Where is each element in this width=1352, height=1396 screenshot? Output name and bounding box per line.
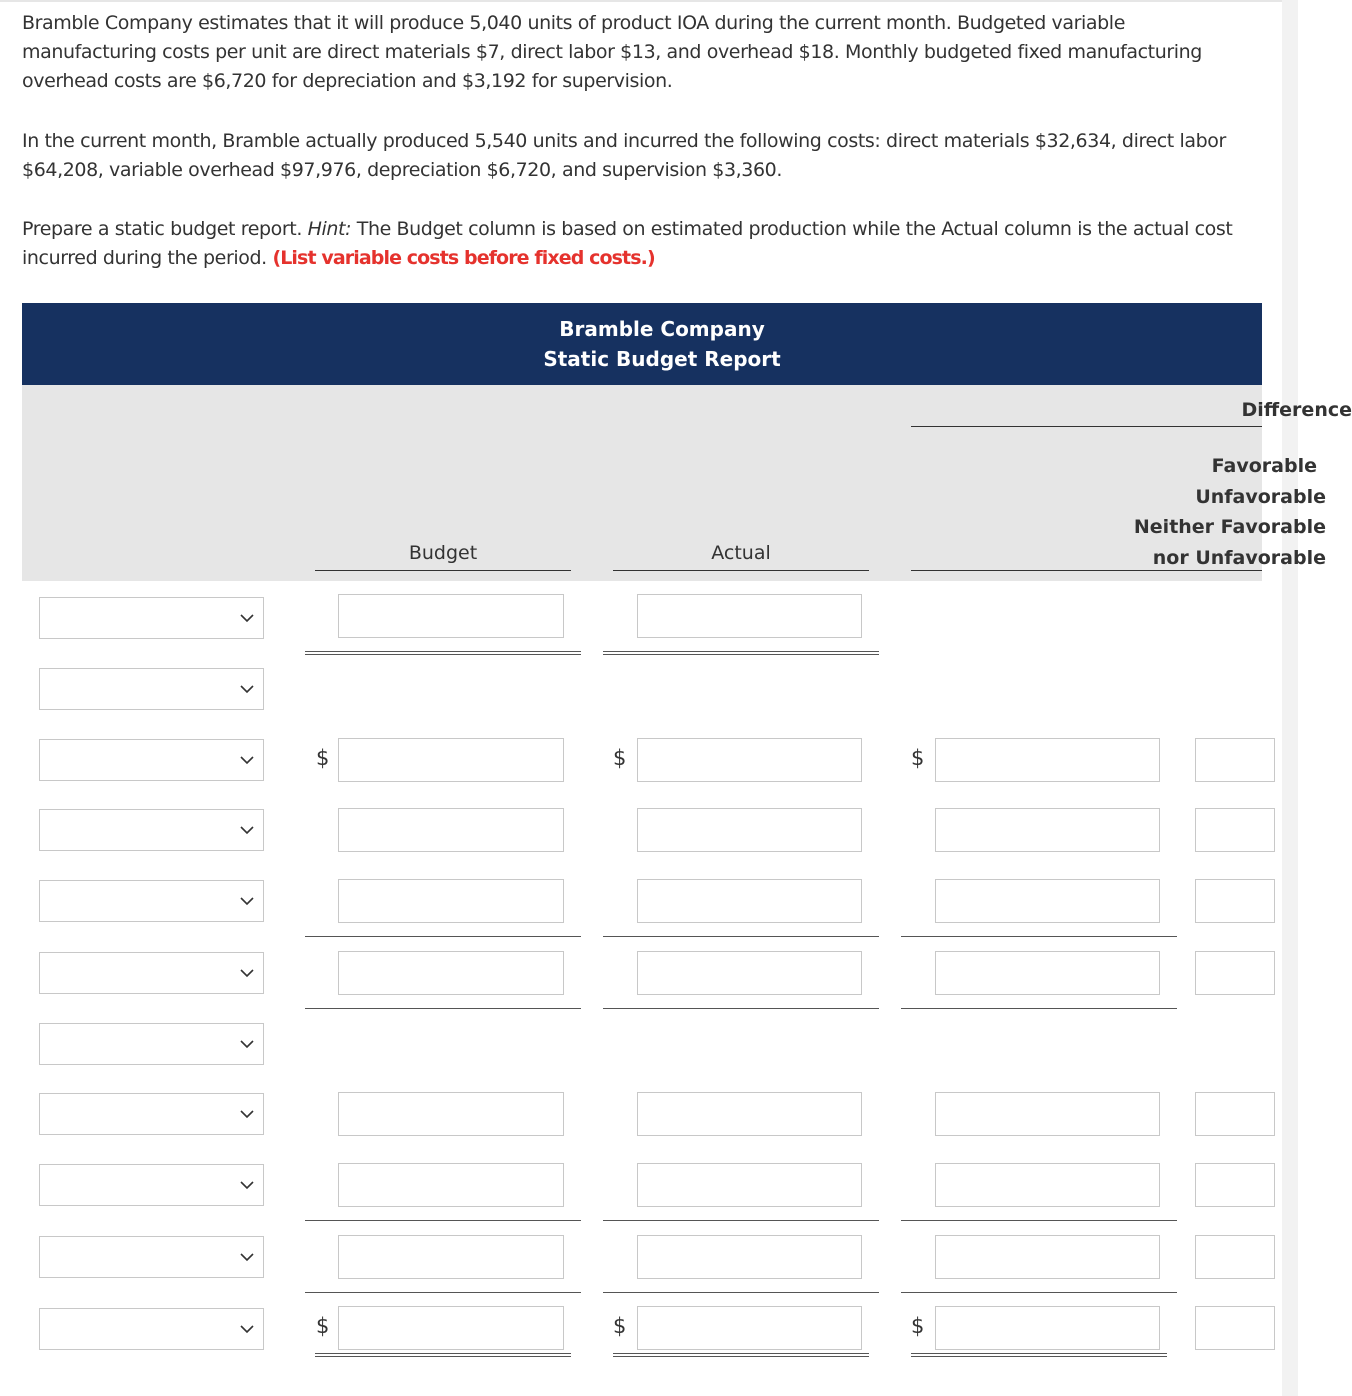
- actual-input-row-10[interactable]: [637, 1235, 862, 1279]
- actual-total-input[interactable]: [637, 1306, 862, 1350]
- difference-type-select-row-5[interactable]: [1195, 879, 1275, 923]
- difference-type-select-total[interactable]: [1195, 1306, 1275, 1350]
- budget-input-row-9[interactable]: [338, 1163, 564, 1207]
- scroll-gutter: [1282, 0, 1298, 1396]
- dollar-sign: $: [911, 1314, 925, 1338]
- line-item-select-2[interactable]: [39, 668, 264, 710]
- line-item-select-7[interactable]: [39, 1023, 264, 1065]
- difference-total-input[interactable]: [935, 1306, 1160, 1350]
- static-budget-report: [22, 303, 1352, 1396]
- underline: [603, 936, 879, 937]
- actual-input-row-8[interactable]: [637, 1092, 862, 1136]
- actual-input-row-4[interactable]: [637, 808, 862, 852]
- underline: [901, 1292, 1177, 1293]
- line-item-select-3[interactable]: [39, 739, 264, 781]
- budget-input-row-10[interactable]: [338, 1235, 564, 1279]
- difference-column-header: [911, 385, 1352, 581]
- difference-type-select-row-10[interactable]: [1195, 1235, 1275, 1279]
- line-item-select-11[interactable]: [39, 1308, 264, 1350]
- chevron-down-icon: [239, 1321, 255, 1337]
- double-underline: [603, 651, 879, 655]
- difference-input-row-3[interactable]: [935, 738, 1160, 782]
- budget-input-row-1[interactable]: [338, 594, 564, 638]
- budget-input-row-8[interactable]: [338, 1092, 564, 1136]
- underline: [603, 1008, 879, 1009]
- underline: [305, 1008, 581, 1009]
- actual-input-row-3[interactable]: [637, 738, 862, 782]
- difference-type-select-row-8[interactable]: [1195, 1092, 1275, 1136]
- budget-input-row-6[interactable]: [338, 951, 564, 995]
- report-title: Static Budget Report: [543, 347, 781, 371]
- difference-input-row-8[interactable]: [935, 1092, 1160, 1136]
- double-underline: [911, 1353, 1167, 1357]
- budget-total-input[interactable]: [338, 1306, 564, 1350]
- double-underline: [613, 1353, 869, 1357]
- chevron-down-icon: [239, 752, 255, 768]
- difference-heading: Difference: [1241, 399, 1352, 421]
- underline: [305, 1220, 581, 1221]
- budget-header-underline: [315, 570, 571, 571]
- double-underline: [315, 1353, 571, 1357]
- line-item-select-6[interactable]: [39, 952, 264, 994]
- actual-input-row-1[interactable]: [637, 594, 862, 638]
- underline: [901, 1008, 1177, 1009]
- dollar-sign: $: [316, 746, 330, 770]
- actual-column-header: Actual: [711, 542, 771, 564]
- dollar-sign: $: [613, 746, 627, 770]
- difference-input-row-4[interactable]: [935, 808, 1160, 852]
- chevron-down-icon: [239, 822, 255, 838]
- problem-paragraph-3: Prepare a static budget report. Hint: The Budget column is based on estimated production while the Actual column is the actual cost incurred during the period. (List variable costs before fixed costs.): [22, 218, 1233, 269]
- actual-input-row-5[interactable]: [637, 879, 862, 923]
- dollar-sign: $: [316, 1314, 330, 1338]
- difference-options-text: Favorable Unfavorable Neither Favorable nor Unfavorable: [1133, 455, 1326, 569]
- actual-input-row-6[interactable]: [637, 951, 862, 995]
- budget-input-row-3[interactable]: [338, 738, 564, 782]
- double-underline: [305, 651, 581, 655]
- line-item-select-9[interactable]: [39, 1164, 264, 1206]
- dollar-sign: $: [911, 746, 925, 770]
- budget-input-row-4[interactable]: [338, 808, 564, 852]
- top-divider: [0, 0, 1282, 2]
- difference-input-row-6[interactable]: [935, 951, 1160, 995]
- underline: [901, 936, 1177, 937]
- line-item-select-10[interactable]: [39, 1236, 264, 1278]
- chevron-down-icon: [239, 1036, 255, 1052]
- chevron-down-icon: [239, 1177, 255, 1193]
- dollar-sign: $: [613, 1314, 627, 1338]
- difference-heading-underline: [911, 426, 1262, 427]
- chevron-down-icon: [239, 1249, 255, 1265]
- line-item-select-8[interactable]: [39, 1093, 264, 1135]
- difference-input-row-9[interactable]: [935, 1163, 1160, 1207]
- underline: [305, 1292, 581, 1293]
- problem-paragraph-2: In the current month, Bramble actually produced 5,540 units and incurred the following costs: direct materials $32,634, direct labor $64,208, variable overhead $97,976, depreciation $6,720, and supervision $3,360.: [22, 130, 1226, 181]
- chevron-down-icon: [239, 610, 255, 626]
- line-item-select-5[interactable]: [39, 880, 264, 922]
- difference-input-row-10[interactable]: [935, 1235, 1160, 1279]
- line-item-select-4[interactable]: [39, 809, 264, 851]
- budget-column-header: Budget: [408, 542, 478, 564]
- difference-type-select-row-3[interactable]: [1195, 738, 1275, 782]
- instruction-note: (List variable costs before fixed costs.): [272, 247, 655, 269]
- actual-header-underline: [613, 570, 869, 571]
- underline: [603, 1220, 879, 1221]
- report-company-name: Bramble Company: [559, 317, 765, 341]
- chevron-down-icon: [239, 893, 255, 909]
- underline: [305, 936, 581, 937]
- chevron-down-icon: [239, 965, 255, 981]
- difference-type-select-row-6[interactable]: [1195, 951, 1275, 995]
- column-header-row: [22, 385, 1352, 581]
- chevron-down-icon: [239, 1106, 255, 1122]
- line-item-select-1[interactable]: [39, 597, 264, 639]
- difference-type-select-row-9[interactable]: [1195, 1163, 1275, 1207]
- difference-input-row-5[interactable]: [935, 879, 1160, 923]
- difference-type-select-row-4[interactable]: [1195, 808, 1275, 852]
- problem-paragraph-1: Bramble Company estimates that it will produce 5,040 units of product IOA during the current month. Budgeted variable manufacturing costs per unit are direct materials $7, direct labor $13, and overhead $18. Monthly budgeted fixed manufacturing overhead costs are $6,720 for depreciation and $3,192 for supervision.: [22, 12, 1202, 92]
- chevron-down-icon: [239, 681, 255, 697]
- report-banner: [22, 303, 1262, 385]
- actual-input-row-9[interactable]: [637, 1163, 862, 1207]
- underline: [901, 1220, 1177, 1221]
- difference-header-underline: [911, 570, 1262, 571]
- underline: [603, 1292, 879, 1293]
- budget-input-row-5[interactable]: [338, 879, 564, 923]
